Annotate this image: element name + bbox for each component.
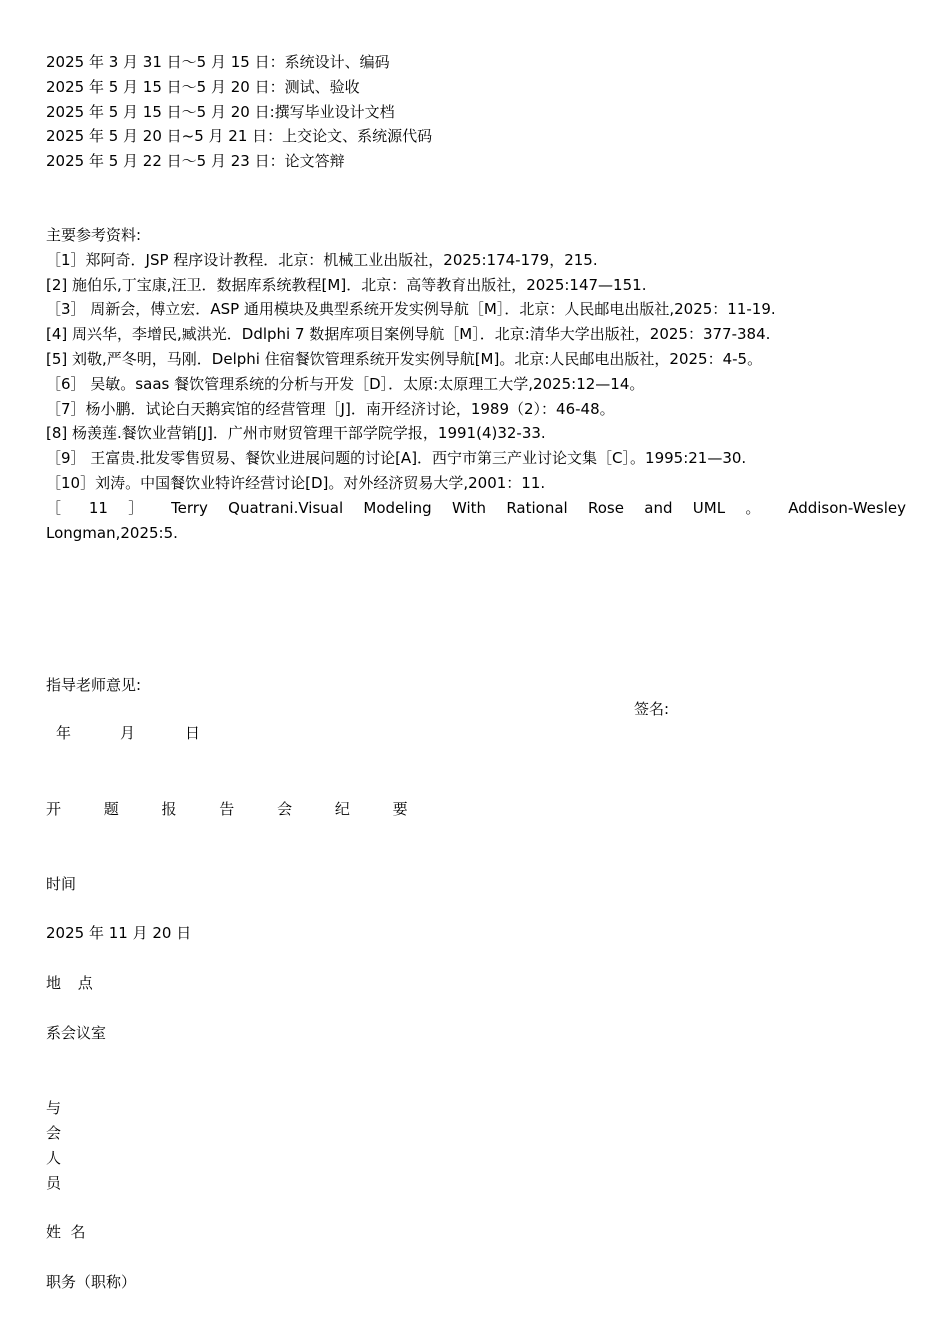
place-label: 地 点 xyxy=(46,974,99,992)
schedule-item: 2025 年 5 月 22 日～5 月 23 日：论文答辩 xyxy=(46,152,345,171)
schedule-item: 2025 年 5 月 15 日～5 月 20 日:撰写毕业设计文档 xyxy=(46,102,395,121)
time-label: 时间 xyxy=(46,875,77,893)
position-label: 职务（职称） xyxy=(46,1273,137,1291)
schedule-item: 2025 年 3 月 31 日～5 月 15 日：系统设计、编码 xyxy=(46,53,390,71)
reference-list xyxy=(46,248,906,546)
date-day: 日 xyxy=(185,724,201,742)
reference-item: [2] 施伯乐,丁宝康,汪卫．数据库系统教程[M]．北京：高等教育出版社，2025:147—151. xyxy=(46,275,647,294)
reference-item: [5] 刘敬,严冬明，马刚．Delphi 住宿餐饮管理系统开发实例导航[M]。北京:人民邮电出版社，2025：4-5。 xyxy=(46,349,763,368)
schedule-list xyxy=(46,50,906,174)
reference-item: ［6］ 吴敏。saas 餐饮管理系统的分析与开发［D］．太原:太原理工大学,2025:12—14。 xyxy=(46,374,645,393)
reference-item: ［10］刘涛。中国餐饮业特许经营讨论[D]。对外经济贸易大学,2001：11. xyxy=(46,473,546,492)
attendees-label: 与 会 人 员 xyxy=(46,1099,62,1192)
reference-item: [4] 周兴华，李增民,臧洪光．Ddlphi 7 数据库项目案例导航［M］．北京:清华大学出版社，2025：377-384. xyxy=(46,325,771,344)
schedule-item: 2025 年 5 月 15 日～5 月 20 日：测试、验收 xyxy=(46,77,360,96)
reference-item: ［3］ 周新会，傅立宏．ASP 通用模块及典型系统开发实例导航［M］．北京：人民邮电出版社,2025：11-19. xyxy=(46,300,776,319)
reference-item: [8] 杨羡莲.餐饮业营销[J]．广州市财贸管理干部学院学报，1991(4)32-33. xyxy=(46,424,546,443)
meeting-title: 开 题 报 告 会 纪 要 xyxy=(46,800,427,818)
references-title: 主要参考资料: xyxy=(46,225,142,244)
schedule-item: 2025 年 5 月 20 日~5 月 21 日：上交论文、系统源代码 xyxy=(46,127,433,146)
reference-item: ［ 11 ］ Terry Quatrani.Visual Modeling With Rational Rose and UML 。 Addison-Wesley Longman,2025:5. xyxy=(46,498,906,542)
reference-item: ［1］郑阿奇．JSP 程序设计教程．北京：机械工业出版社，2025:174-179，215. xyxy=(46,250,598,269)
date-month: 月 xyxy=(120,724,136,742)
date-year: 年 xyxy=(56,724,72,742)
reference-item: ［7］杨小鹏．试论白天鹅宾馆的经营管理［J]．南开经济讨论，1989（2）：46-48。 xyxy=(46,399,615,418)
time-value: 2025 年 11 月 20 日 xyxy=(46,924,192,942)
reference-item: ［9］ 王富贵.批发零售贸易、餐饮业进展问题的讨论[A]．西宁市第三产业讨论文集［C］。1995:21—30. xyxy=(46,449,747,468)
name-label: 姓 名 xyxy=(46,1223,86,1241)
document-page xyxy=(46,50,906,545)
place-value: 系会议室 xyxy=(46,1024,107,1042)
signature-label: 签名: xyxy=(634,700,670,718)
advisor-label: 指导老师意见: xyxy=(46,676,142,694)
